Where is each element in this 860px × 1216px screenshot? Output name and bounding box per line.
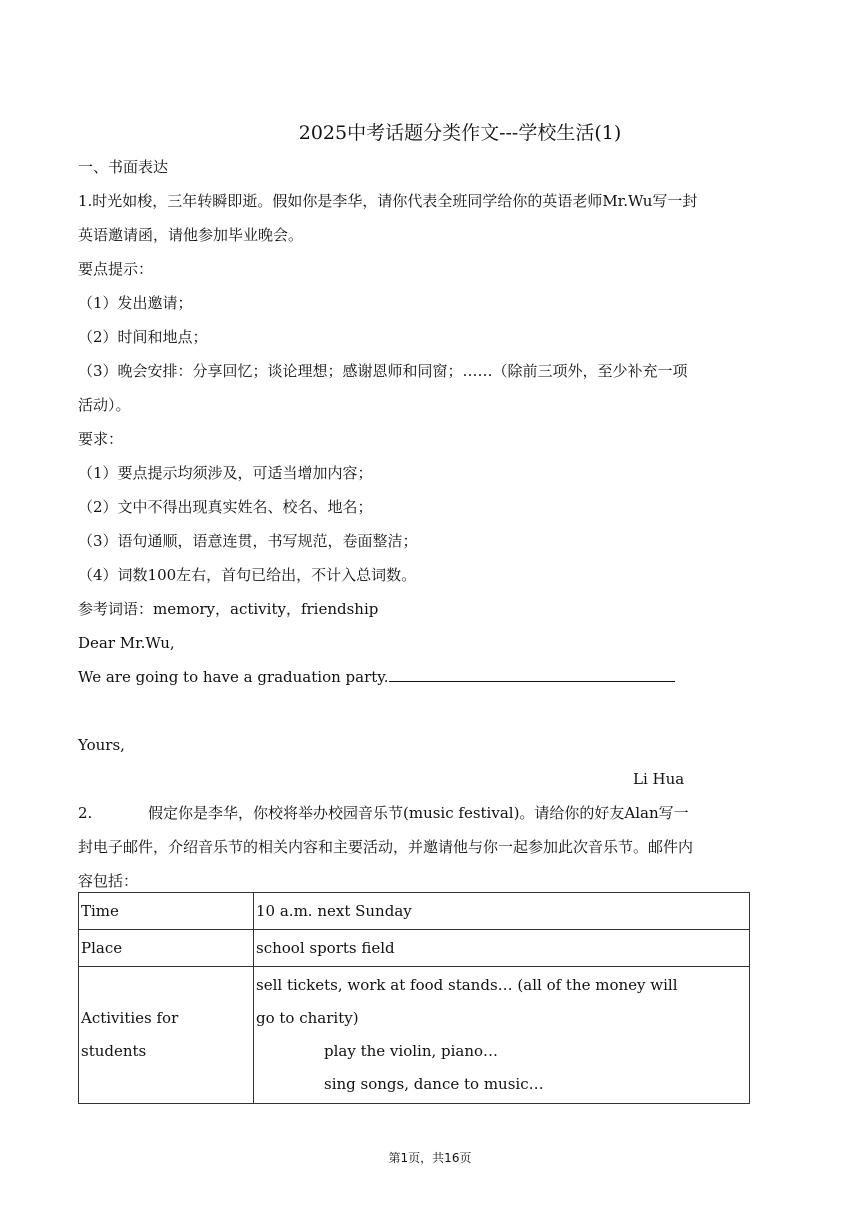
activity-line4: sing songs, dance to music… [324, 1075, 544, 1093]
activities-label-line2: students [81, 1042, 147, 1060]
table-row [79, 893, 750, 930]
q1-intro-line1: 1.时光如梭，三年转瞬即逝。假如你是李华，请你代表全班同学给你的英语老师Mr.Wu写一封 [78, 192, 698, 210]
q1-first-sentence: We are going to have a graduation party. [78, 668, 389, 686]
q1-point2: （2）时间和地点； [78, 328, 208, 346]
q1-closing: Yours, [78, 736, 125, 754]
q1-requirements-label: 要求： [78, 430, 124, 448]
q1-first-sentence-line [78, 667, 675, 687]
activity-line2: go to charity) [256, 1009, 359, 1027]
q1-req1: （1）要点提示均须涉及，可适当增加内容； [78, 464, 373, 482]
page-footer: 第1页，共16页 [388, 1151, 472, 1165]
q1-reference-words: 参考词语：memory，activity，friendship [78, 600, 379, 618]
time-value: 10 a.m. next Sunday [254, 893, 750, 930]
q1-req2: （2）文中不得出现真实姓名、校名、地名； [78, 498, 373, 516]
answer-blank[interactable] [389, 667, 675, 682]
activity-line3: play the violin, piano… [324, 1042, 499, 1060]
activities-label-line1: Activities for [81, 1009, 179, 1027]
place-label: Place [79, 930, 254, 967]
table-row [79, 967, 750, 1104]
section-heading: 一、书面表达 [78, 158, 169, 176]
q1-signature: Li Hua [633, 770, 685, 788]
place-value: school sports field [254, 930, 750, 967]
activities-value [254, 967, 750, 1104]
q2-intro-line3: 容包括： [78, 872, 139, 890]
activities-label [79, 967, 254, 1104]
q2-intro-line1: 假定你是李华，你校将举办校园音乐节(music festival)。请给你的好友Alan写一 [148, 804, 689, 822]
q1-point3-line1: （3）晚会安排：分享回忆；谈论理想；感谢恩师和同窗；……（除前三项外，至少补充一项 [78, 362, 688, 380]
q1-point3-line2: 活动）。 [78, 396, 131, 414]
q2-intro-line2: 封电子邮件，介绍音乐节的相关内容和主要活动，并邀请他与你一起参加此次音乐节。邮件内 [78, 838, 694, 856]
q1-req4: （4）词数100左右，首句已给出，不计入总词数。 [78, 566, 417, 584]
table-row [79, 930, 750, 967]
q2-number: 2. [78, 804, 93, 822]
time-label: Time [79, 893, 254, 930]
q1-point1: （1）发出邀请； [78, 294, 193, 312]
q1-req3: （3）语句通顺，语意连贯，书写规范，卷面整洁； [78, 532, 418, 550]
q1-intro-line2: 英语邀请函，请他参加毕业晚会。 [78, 226, 304, 244]
page-title: 2025中考话题分类作文---学校生活(1) [298, 122, 622, 144]
q1-points-label: 要点提示： [78, 260, 154, 278]
q1-salutation: Dear Mr.Wu, [78, 634, 175, 652]
activity-line1: sell tickets, work at food stands… (all of the money will [256, 976, 678, 994]
festival-info-table [78, 892, 750, 1104]
